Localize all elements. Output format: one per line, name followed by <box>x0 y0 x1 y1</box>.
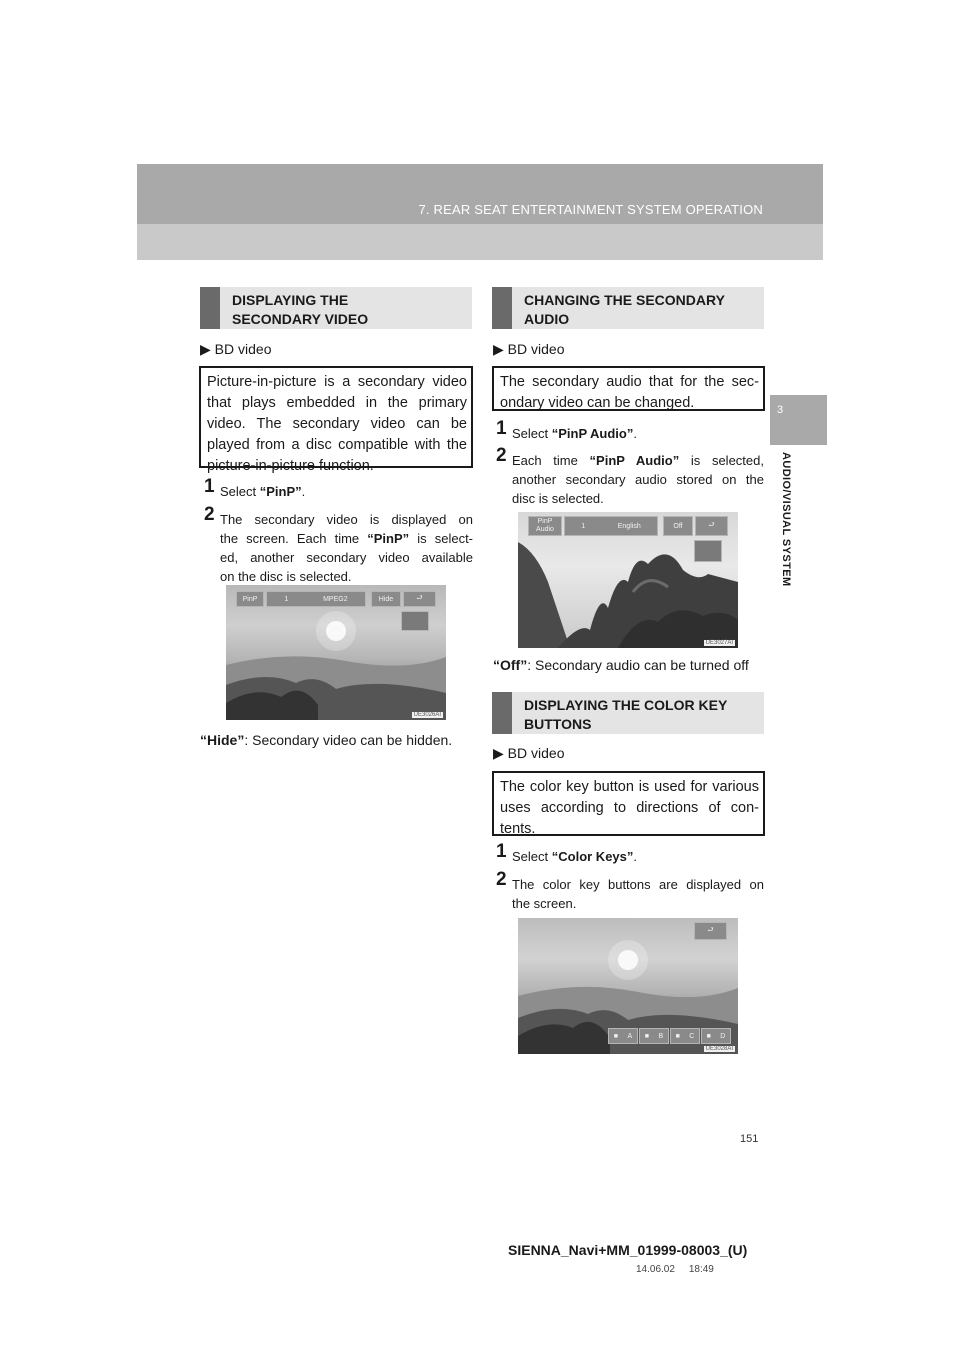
image-code: UE3027AI <box>705 640 733 646</box>
screenshot-pinp-audio <box>518 512 738 648</box>
section-header-secondary-audio <box>492 287 764 329</box>
step-2: 2 The color key buttons are displayed on the screen. <box>496 869 764 911</box>
intro-line: Picture-in-picture is a secondary video <box>207 374 467 390</box>
return-arrow-icon: ⮐ <box>403 591 436 607</box>
step-1: 1 Select “PinP Audio”. <box>496 418 637 441</box>
image-code: UE3026AI <box>413 712 441 718</box>
bd-video-label: ▶ BD video <box>493 745 565 761</box>
section-title-line: SECONDARY VIDEO <box>232 311 369 327</box>
step-number: 1 <box>496 841 507 862</box>
return-arrow-icon: ⮐ <box>694 922 727 940</box>
color-key-b-button: ■ B <box>639 1028 669 1044</box>
audio-info-bar: 1 English <box>564 516 658 536</box>
key-pinp-audio: “PinP Audio” <box>551 426 634 441</box>
intro-line: picture-in-picture function. <box>207 458 374 474</box>
intro-line: that plays embedded in the primary <box>207 395 467 411</box>
off-button: Off <box>663 516 693 536</box>
square-icon: ■ <box>675 1032 680 1040</box>
screenshot-color-keys <box>518 918 738 1054</box>
intro-line: ondary video can be changed. <box>500 395 695 411</box>
intro-line: uses according to directions of con- <box>500 800 759 816</box>
square-icon: ■ <box>644 1032 649 1040</box>
side-tab-label: AUDIO/VISUAL SYSTEM <box>780 452 792 587</box>
step-1: 1 Select “PinP”. <box>204 476 306 499</box>
intro-box-secondary-video <box>199 366 473 474</box>
footer-title: SIENNA_Navi+MM_01999-08003_(U) <box>508 1242 748 1258</box>
square-icon: ■ <box>613 1032 618 1040</box>
key-color-keys: “Color Keys” <box>551 849 634 864</box>
triangle-right-icon: ▶ <box>200 341 211 357</box>
footer-date: 14.06.02 18:49 <box>636 1264 714 1275</box>
section-title-line: AUDIO <box>524 311 570 327</box>
side-tab-number: 3 <box>776 404 784 416</box>
bd-video-label: ▶ BD video <box>493 341 565 357</box>
off-note: “Off”: Secondary audio can be turned off <box>493 657 749 673</box>
triangle-right-icon: ▶ <box>493 341 504 357</box>
intro-line: The color key button is used for various <box>500 779 759 795</box>
intro-line: video. The secondary video can be <box>207 416 467 432</box>
hide-button: Hide <box>371 591 401 607</box>
step-1: 1 Select “Color Keys”. <box>496 841 638 864</box>
intro-box-color-keys <box>492 771 765 836</box>
step-2: 2 The secondary video is displayed on the screen. Each time “PinP” is select- ed, another secondary video available on the disc is selected. <box>204 504 474 584</box>
intro-line: played from a disc compatible with the <box>207 437 467 453</box>
section-title-line: DISPLAYING THE COLOR KEY <box>524 697 728 713</box>
step-number: 2 <box>204 504 215 525</box>
screenshot-pinp <box>226 585 446 720</box>
step-number: 2 <box>496 445 507 466</box>
bd-video-label: ▶ BD video <box>200 341 272 357</box>
secondary-video-thumbnail <box>401 611 429 631</box>
color-key-d-button: ■ D <box>701 1028 731 1044</box>
section-title-line: DISPLAYING THE <box>232 292 349 308</box>
step-number: 1 <box>496 418 507 439</box>
section-title-line: BUTTONS <box>524 716 592 732</box>
key-pinp: “PinP” <box>259 484 302 499</box>
hide-note: “Hide”: Secondary video can be hidden. <box>200 732 453 748</box>
color-key-c-button: ■ C <box>670 1028 700 1044</box>
header-title: 7. REAR SEAT ENTERTAINMENT SYSTEM OPERATION <box>418 202 763 217</box>
return-arrow-icon: ⮐ <box>695 516 728 536</box>
section-header-color-keys <box>492 692 764 734</box>
pinp-info-bar: 1 MPEG2 <box>266 591 366 607</box>
section-header-secondary-video <box>200 287 472 329</box>
square-icon: ■ <box>706 1032 711 1040</box>
intro-box-secondary-audio <box>492 366 765 411</box>
step-number: 2 <box>496 869 507 890</box>
intro-line: The secondary audio that for the sec- <box>500 374 759 390</box>
section-title-line: CHANGING THE SECONDARY <box>524 292 725 308</box>
pinp-button: PinP <box>236 591 264 607</box>
secondary-video-thumbnail <box>694 540 722 562</box>
page-number: 151 <box>740 1133 759 1145</box>
step-2: 2 Each time “PinP Audio” is selected, another secondary audio stored on the disc is selected. <box>496 445 764 506</box>
side-tab <box>770 395 827 445</box>
image-code: UE3028AI <box>705 1046 733 1052</box>
step-number: 1 <box>204 476 215 497</box>
triangle-right-icon: ▶ <box>493 745 504 761</box>
intro-line: tents. <box>500 821 536 837</box>
pinp-audio-button: PinP Audio <box>528 516 562 536</box>
color-key-a-button: ■ A <box>608 1028 638 1044</box>
